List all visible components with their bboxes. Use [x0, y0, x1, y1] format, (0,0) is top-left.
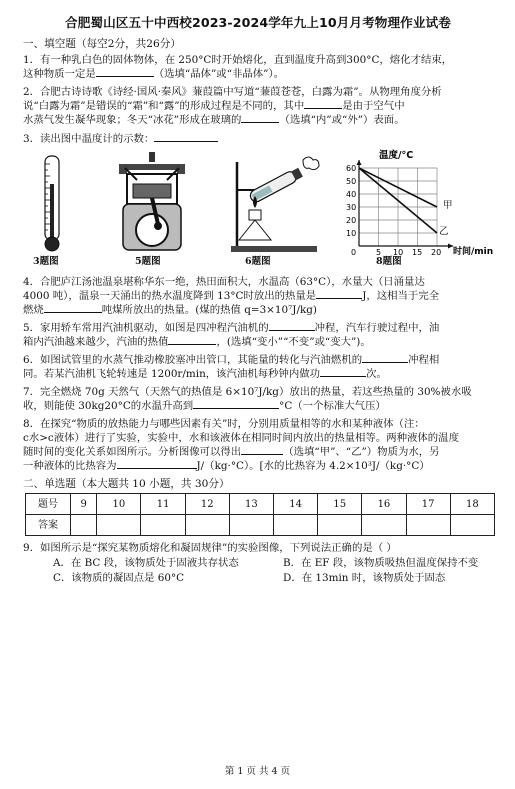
q1-text-a: 这种物质一定是: [23, 68, 96, 81]
question-1: [23, 53, 493, 81]
q2-answer-blank-1[interactable]: [304, 99, 342, 109]
test-tube-figure: [217, 150, 327, 256]
answer-table: [25, 493, 495, 536]
q6-text-c: 同。若某汽油机飞轮转速是 1200r/min，该汽油机每秒钟内做功: [23, 367, 321, 380]
q4-line3: [23, 303, 493, 317]
q4-answer-blank-1[interactable]: [316, 289, 362, 299]
question-4: [23, 275, 493, 317]
graph-xtick-20: 20: [431, 247, 442, 257]
q8-line1: 8．在探究“物质的放热能力与哪些因素有关”时，分别用质量相等的水和某种液体（注：: [23, 418, 425, 430]
q5-line1: [23, 321, 493, 335]
table-num-9: 9: [71, 494, 97, 515]
answer-cell-17[interactable]: [406, 515, 450, 536]
q2-line2: [23, 99, 493, 113]
figure-3-caption: 3题图: [33, 255, 59, 267]
q6-answer-blank-2[interactable]: [320, 367, 366, 377]
answer-cell-11[interactable]: [141, 515, 185, 536]
figure-8-caption: 8题图: [376, 255, 402, 267]
question-7: [23, 385, 493, 413]
q6-answer-blank-1[interactable]: [362, 353, 408, 363]
graph-xtick-0: 0: [351, 247, 357, 257]
graph-y-axis-label: 温度/°C: [379, 149, 414, 161]
table-num-16: 16: [362, 494, 406, 515]
q8-line2: c水>c液体）进行了实验，实验中，水和该液体在相同时间内放出的热量相等。两种液体的温度: [23, 432, 459, 445]
section-single-choice-heading: 二、单选题（本大题共 10 小题，共 30分）: [23, 478, 230, 491]
answer-cell-15[interactable]: [318, 515, 362, 536]
q9-option-b[interactable]: B．在 EF 段，该物质吸热但温度保持不变: [283, 556, 479, 569]
q5-text-d: ，(选填“变小”“不变”或“变大”)。: [216, 335, 371, 348]
table-num-12: 12: [185, 494, 229, 515]
q4-text-b: J，这相当于完全: [362, 289, 440, 302]
answer-cell-9[interactable]: [71, 515, 97, 536]
question-2: [23, 85, 493, 127]
q8-answer-blank-2[interactable]: [117, 459, 197, 469]
exam-title: 合肥蜀山区五十中西校2023-2024学年九上10月月考物理作业试卷: [65, 15, 451, 30]
figure-5-caption: 5题图: [135, 255, 161, 267]
q1-line1: 1．有一种乳白色的固体物体，在 250°C时开始熔化，直到温度升高到300°C，熔化才结束，: [23, 54, 453, 67]
graph-xtick-10: 10: [393, 247, 404, 257]
engine-figure: [111, 150, 193, 256]
graph-ytick-20: 20: [346, 215, 357, 225]
q2-line3: [23, 113, 493, 127]
q3-answer-blank[interactable]: [154, 132, 218, 142]
answer-cell-18[interactable]: [450, 515, 494, 536]
table-num-17: 17: [406, 494, 450, 515]
q4-text-d: 吨煤所放出的热量。(煤的热值 q=3×10⁷J/kg): [101, 303, 317, 316]
graph-xtick-15: 15: [412, 247, 423, 257]
q5-line2: [23, 335, 493, 349]
graph-ytick-40: 40: [346, 189, 357, 199]
question-3: [23, 132, 493, 146]
q8-text-b: （选填“甲”、“乙”）物质为水，另: [283, 446, 440, 459]
q7-text-a: 收，则能使 30kg20°C的水温升高到: [23, 399, 194, 412]
q6-line1: [23, 353, 493, 367]
graph-label-yi: 乙: [439, 225, 449, 237]
table-answer-label: 答案: [26, 515, 71, 536]
table-head-label: 题号: [26, 494, 71, 515]
q2-answer-blank-2[interactable]: [241, 113, 279, 123]
q9-option-c[interactable]: C．该物质的凝固点是 60°C: [53, 571, 185, 584]
table-num-11: 11: [141, 494, 185, 515]
table-num-14: 14: [274, 494, 318, 515]
table-num-10: 10: [97, 494, 141, 515]
q7-answer-blank[interactable]: [193, 399, 279, 409]
answer-table-header-row: [26, 494, 495, 515]
q8-text-a: 随时间的变化关系如图所示。分析图像可以得出: [23, 446, 242, 459]
temperature-time-graph: [339, 148, 499, 258]
graph-ytick-60: 60: [346, 163, 357, 173]
q7-line1: 7．完全燃烧 70g 天然气（天然气的热值是 6×10⁷J/kg）放出的热量，若这些热量的 30%被水吸: [23, 385, 472, 398]
table-num-18: 18: [450, 494, 494, 515]
graph-ytick-30: 30: [346, 202, 357, 212]
question-6: [23, 353, 493, 381]
answer-cell-14[interactable]: [274, 515, 318, 536]
q2-text-d: （选填“内”或“外”）表面。: [279, 114, 405, 127]
thermometer-figure: [35, 154, 69, 254]
q4-line2: [23, 289, 493, 303]
q7-line2: [23, 399, 493, 413]
figures-row: [23, 150, 493, 272]
q5-text-b: 冲程，汽车行驶过程中，油: [314, 321, 440, 334]
graph-label-jia: 甲: [443, 199, 453, 211]
q2-text-b: 是由于空气中: [342, 100, 405, 113]
q2-text-c: 水蒸气发生凝华现象；冬天“冰花”形成在玻璃的: [23, 114, 242, 127]
q8-answer-blank-1[interactable]: [241, 445, 283, 455]
q5-answer-blank-1[interactable]: [269, 321, 315, 331]
q3-text: 3．读出图中温度计的示数：: [23, 132, 155, 145]
q9-stem: 9．如图所示是“探究某物质熔化和凝固规律”的实验图像，下列说法正确的是（ ）: [23, 542, 397, 555]
graph-ytick-10: 10: [346, 228, 357, 238]
graph-x-axis-label: 时间/min: [453, 246, 494, 257]
q5-text-a: 5．家用轿车常用汽油机驱动，如图是四冲程汽油机的: [23, 321, 269, 334]
q8-line3: [23, 445, 493, 459]
graph-xtick-5: 5: [376, 247, 382, 257]
q1-answer-blank[interactable]: [96, 67, 154, 77]
q2-line1: 2．合肥古诗诗歌《诗经·国风·秦风》蒹葭篇中写道“蒹葭苍苍，白露为霜”。从物理角度分析: [23, 86, 442, 99]
q8-text-d: J/（kg·°C）。[水的比热容为 4.2×10³J/（kg·°C）: [196, 460, 430, 473]
q2-text-a: 说“白露为霜”是错误的“霜”和“露”的形成过程是不同的，其中: [23, 100, 305, 113]
figure-6-caption: 6题图: [245, 255, 271, 267]
q6-text-a: 6．如图试管里的水蒸气推动橡胶塞冲出管口，其能量的转化与汽油燃机的: [23, 353, 363, 366]
q8-text-c: 一种液体的比热容为: [23, 460, 117, 473]
answer-cell-10[interactable]: [97, 515, 141, 536]
q7-text-b: °C（一个标准大气压）: [279, 399, 386, 412]
q4-line1: 4．合肥庐江汤池温泉堪称华东一绝，热田面积大，水温高（63°C），水量大（日涌量达: [23, 275, 425, 288]
q6-text-b: 冲程相: [408, 353, 440, 366]
q9-options: [23, 556, 493, 585]
page-footer: 第 1 页 共 4 页: [224, 766, 291, 777]
q1-text-b: （选填“晶体”或“非晶体”）。: [153, 68, 285, 81]
question-5: [23, 321, 493, 349]
q8-line4: [23, 459, 493, 473]
answer-cell-16[interactable]: [362, 515, 406, 536]
graph-ytick-50: 50: [346, 176, 357, 186]
table-num-15: 15: [318, 494, 362, 515]
q9-option-d[interactable]: D．在 13min 时，该物质处于固态: [283, 571, 446, 584]
q5-text-c: 箱内汽油越来越少，汽油的热值: [23, 335, 169, 348]
q4-answer-blank-2[interactable]: [44, 303, 102, 313]
answer-cell-13[interactable]: [229, 515, 273, 536]
q5-answer-blank-2[interactable]: [168, 335, 216, 345]
section-fill-in-heading: 一、填空题（每空2分，共26分）: [23, 38, 181, 50]
question-9: [23, 541, 493, 584]
answer-table-answer-row: [26, 515, 495, 536]
question-8: [23, 417, 493, 473]
table-num-13: 13: [229, 494, 273, 515]
q1-line2: [23, 67, 493, 81]
q9-option-a[interactable]: A．在 BC 段，该物质处于固液共存状态: [53, 556, 239, 569]
q6-text-d: 次。: [366, 367, 387, 380]
q4-text-c: 燃烧: [23, 303, 44, 316]
q6-line2: [23, 367, 493, 381]
answer-cell-12[interactable]: [185, 515, 229, 536]
q3-line1: [23, 132, 493, 146]
q4-text-a: 4000 吨），温泉一天涌出的热水温度降到 13°C时放出的热量是: [23, 289, 317, 302]
